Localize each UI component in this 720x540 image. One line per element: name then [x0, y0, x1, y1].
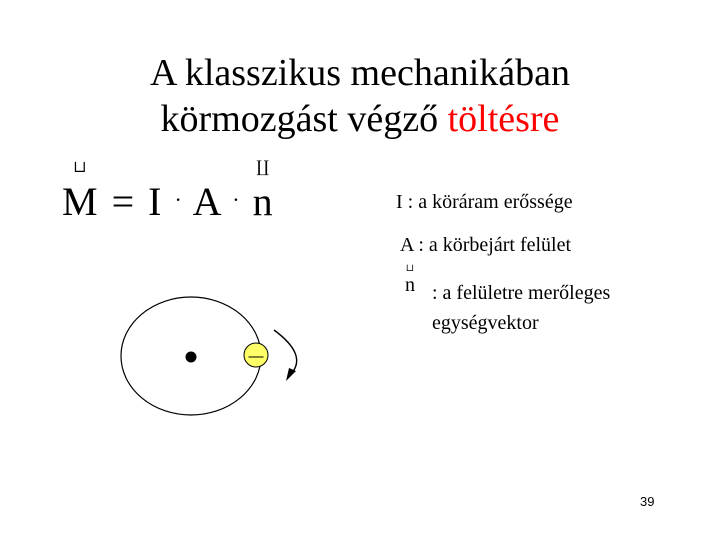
definition-area: A : a körbejárt felület — [400, 234, 572, 256]
definition-normal-text: : a felületre merőleges egységvektor — [432, 282, 611, 334]
title-accent-word: töltésre — [447, 98, 560, 140]
definition-current: I : a köráram erőssége — [396, 191, 573, 213]
page-number: 39 — [640, 494, 655, 509]
rotation-arrow-icon — [274, 330, 297, 374]
title-line-1: A klasszikus mechanikában — [149, 52, 570, 94]
formula-normal: n — [252, 179, 273, 224]
title-line-2-text: körmozgást végző — [160, 98, 448, 140]
formula-area: A — [192, 179, 220, 224]
formula-lhs: M — [62, 179, 98, 224]
normal-letter: n — [405, 274, 415, 296]
vector-mark-icon: ⊔ — [73, 159, 87, 176]
charge-sign: — — [248, 348, 264, 365]
formula-dot-2: · — [232, 187, 240, 212]
formula-equals: = — [111, 179, 135, 224]
formula-current: I — [148, 179, 162, 224]
orbit-center-dot — [186, 352, 197, 363]
formula-dot-1: · — [174, 187, 182, 212]
vector-mark-n-icon: ∐ — [256, 159, 269, 176]
vector-mark-small-icon: ⊔ — [405, 263, 415, 274]
